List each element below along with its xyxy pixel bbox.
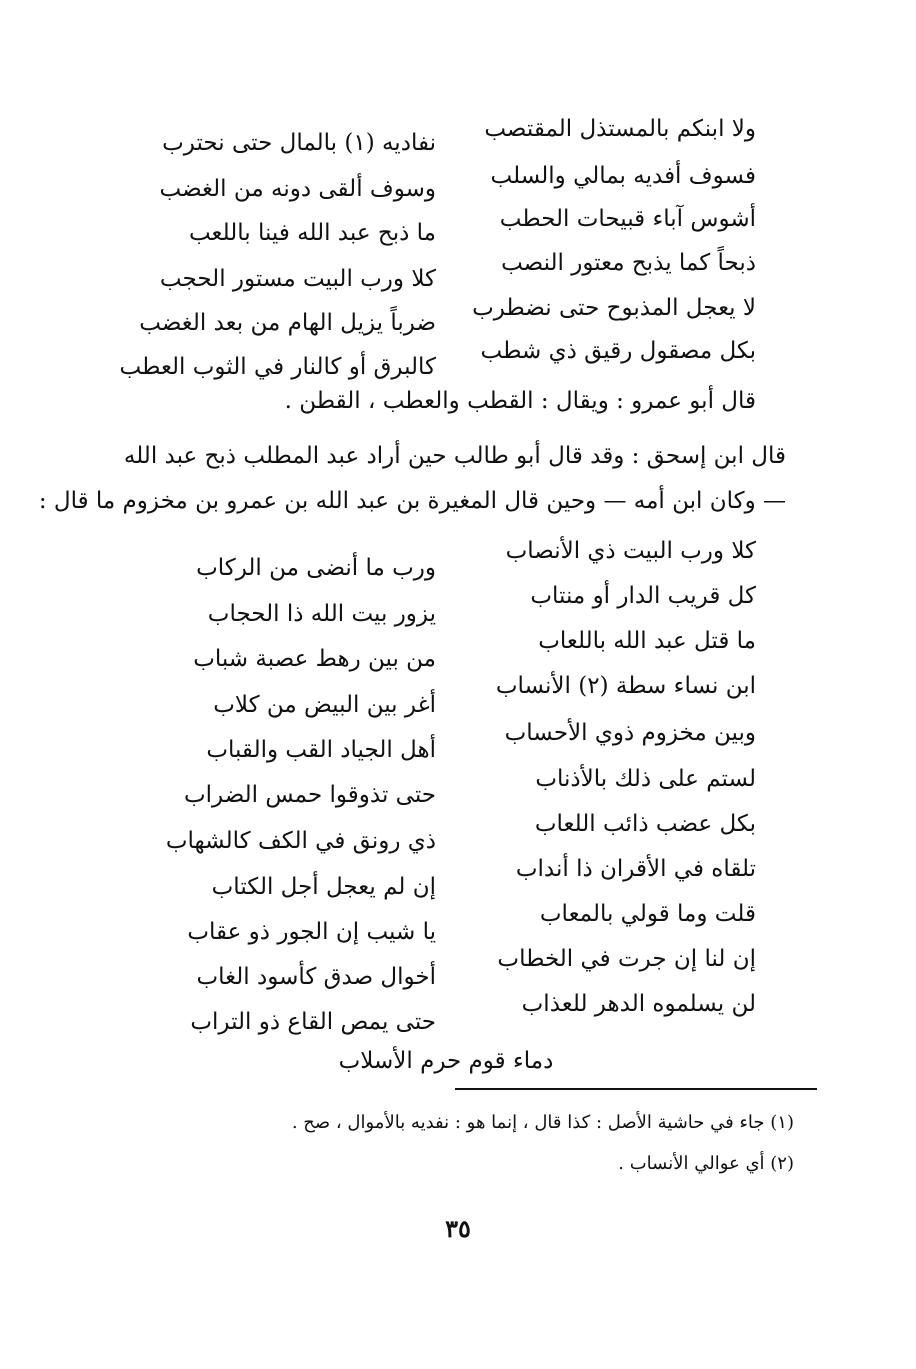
verse-right: إن لنا إن جرت في الخطاب [497,946,756,972]
verse-left: أغر بين البيض من كلاب [213,692,436,718]
verse-right: بكل عضب ذائب اللعاب [534,811,756,837]
verse-left: ضرباً يزيل الهام من بعد الغضب [139,310,436,336]
footnote-divider [455,1088,817,1090]
verse-right: ابن نساء سطة (٢) الأنساب [495,673,756,699]
verse-right: ولا ابنكم بالمستذل المقتصب [484,116,756,142]
verse-left: أهل الجياد القب والقباب [206,737,436,763]
verse-left: كالبرق أو كالنار في الثوب العطب [119,354,436,380]
verse-right: كلا ورب البيت ذي الأنصاب [505,538,756,564]
verse-right: لا يعجل المذبوح حتى نضطرب [472,295,756,321]
verse-left: من بين رهط عصبة شباب [193,646,436,672]
verse-right: كل قريب الدار أو منتاب [530,583,756,609]
footnote-2: (٢) أي عوالي الأنساب . [618,1153,794,1174]
verse-right: فسوف أفديه بمالي والسلب [490,163,756,189]
verse-left: كلا ورب البيت مستور الحجب [159,266,436,292]
verse-final: دماء قوم حرم الأسلاب [338,1048,554,1074]
verse-right: لستم على ذلك بالأذناب [535,766,756,792]
verse-left: وسوف ألقى دونه من الغضب [159,176,436,202]
verse-left: ما ذبح عبد الله فينا باللعب [188,220,436,246]
verse-right: وبين مخزوم ذوي الأحساب [504,720,756,746]
verse-left: نفاديه (١) بالمال حتى نحترب [162,130,436,156]
verse-left: حتى تذوقوا حمس الضراب [183,782,436,808]
verse-left: أخوال صدق كأسود الغاب [196,964,436,990]
footnote-1: (١) جاء في حاشية الأصل : كذا قال ، إنما هو : نفديه بالأموال ، صح . [291,1112,794,1133]
verse-right: قلت وما قولي بالمعاب [539,901,756,927]
page-number: ٣٥ [445,1214,471,1243]
verse-right: ما قتل عبد الله باللعاب [538,628,756,654]
verse-right: أشوس آباء قبيحات الحطب [499,206,756,232]
verse-left: يا شيب إن الجور ذو عقاب [187,919,436,945]
verse-left: يزور بيت الله ذا الحجاب [207,601,436,627]
verse-left: ورب ما أنضى من الركاب [196,555,436,581]
verse-right: ذبحاً كما يذبح معتور النصب [501,250,756,276]
prose-line: قال ابن إسحق : وقد قال أبو طالب حين أراد عبد المطلب ذبح عبد الله [123,443,786,469]
prose-line: — وكان ابن أمه — وحين قال المغيرة بن عبد الله بن عمرو بن مخزوم ما قال : [38,488,786,514]
verse-right: بكل مصقول رقيق ذي شطب [480,338,756,364]
verse-right: تلقاه في الأقران ذا أنداب [515,856,756,882]
verse-left: إن لم يعجل أجل الكتاب [211,874,436,900]
verse-left: حتى يمص القاع ذو التراب [190,1009,436,1035]
verse-left: ذي رونق في الكف كالشهاب [165,828,436,854]
prose-line: قال أبو عمرو : ويقال : القطب والعطب ، القطن . [284,388,756,414]
verse-right: لن يسلموه الدهر للعذاب [521,991,756,1017]
